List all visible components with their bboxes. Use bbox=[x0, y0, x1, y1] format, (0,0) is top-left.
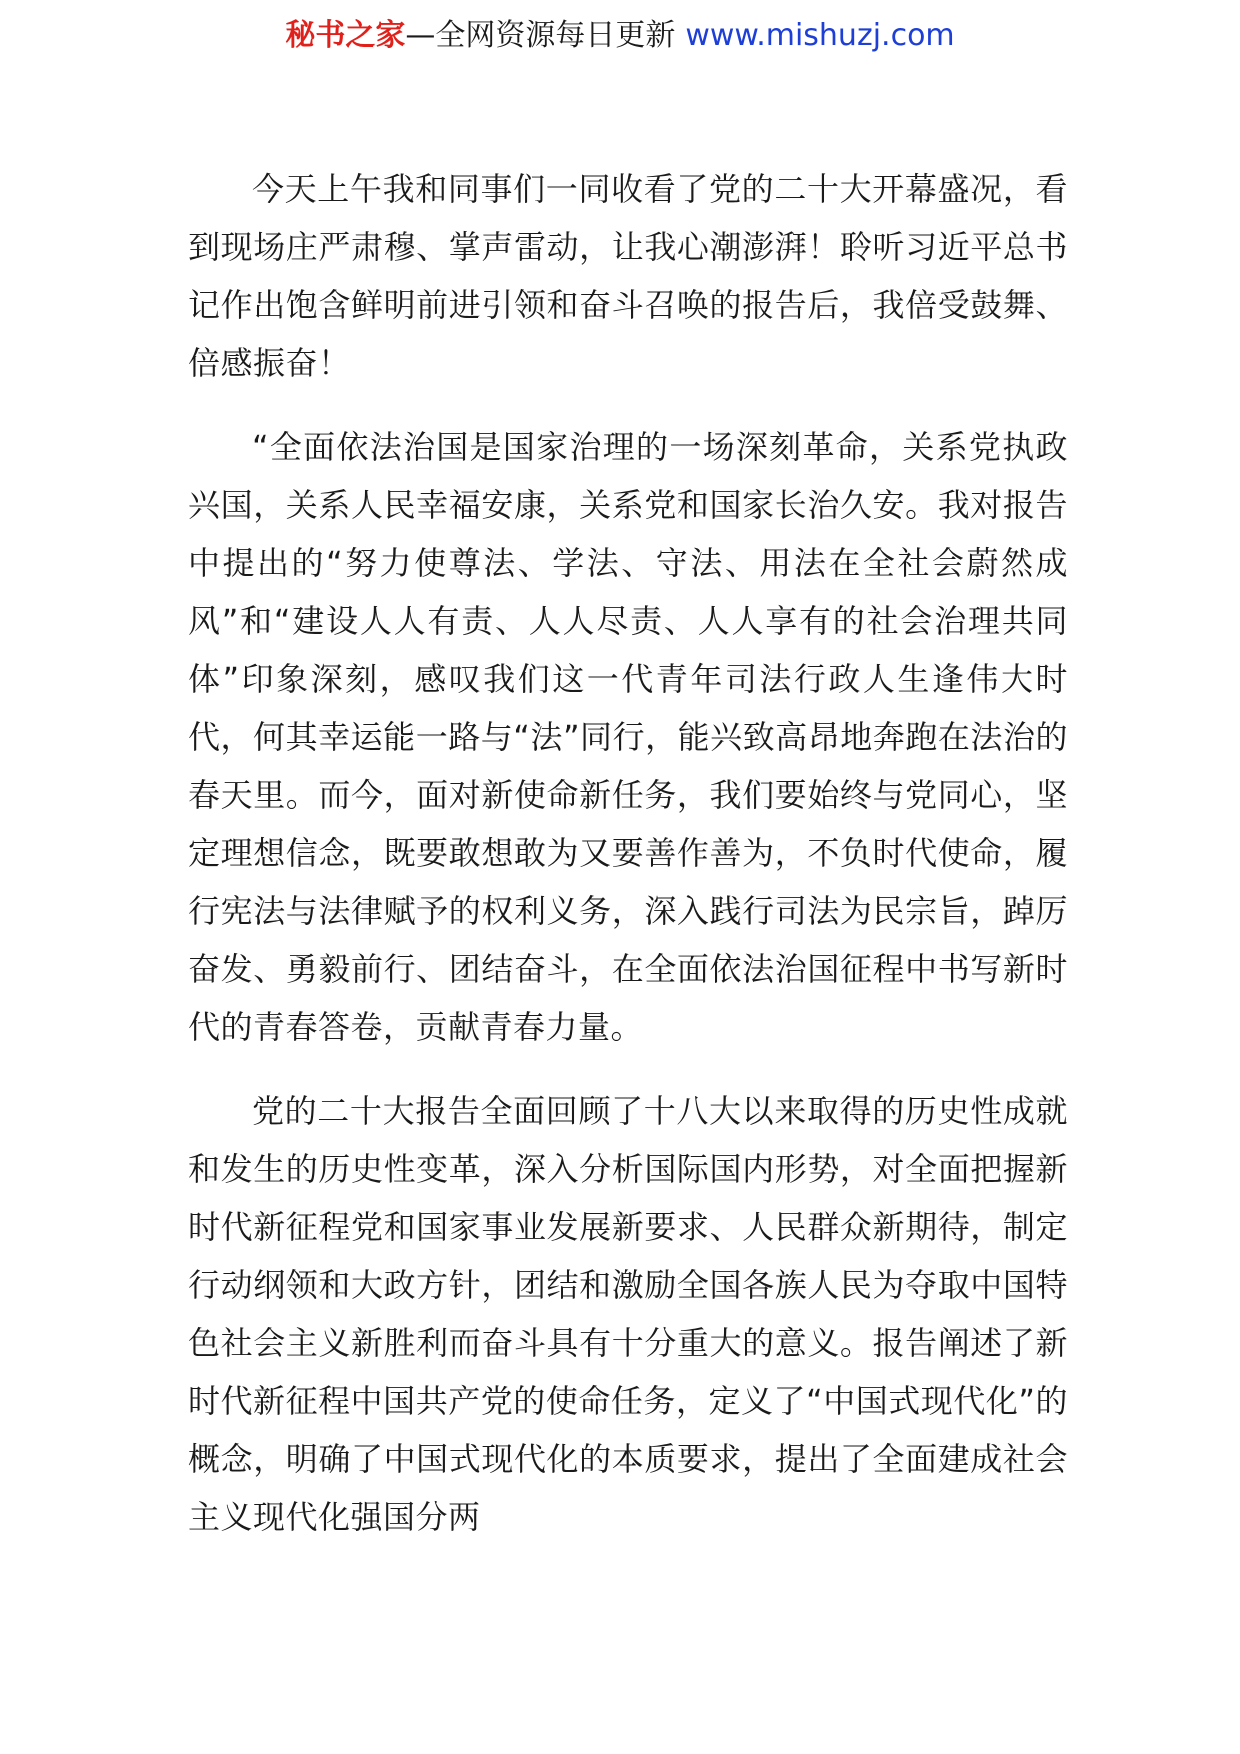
paragraph-1: 今天上午我和同事们一同收看了党的二十大开幕盛况，看到现场庄严肃穆、掌声雷动，让我心潮澎湃！聆听习近平总书记作出饱含鲜明前进引领和奋斗召唤的报告后，我倍受鼓舞、倍感振奋！ bbox=[188, 170, 1068, 382]
site-url-link[interactable]: www.mishuzj.com bbox=[685, 18, 955, 53]
document-body bbox=[188, 160, 1068, 1572]
site-tagline: —全网资源每日更新 bbox=[405, 18, 676, 53]
paragraph-2: “全面依法治国是国家治理的一场深刻革命，关系党执政兴国，关系人民幸福安康，关系党和国家长治久安。我对报告中提出的“努力使尊法、学法、守法、用法在全社会蔚然成风”和“建设人人有责、人人尽责、人人享有的社会治理共同体”印象深刻，感叹我们这一代青年司法行政人生逢伟大时代，何其幸运能一路与“法”同行，能兴致高昂地奔跑在法治的春天里。而今，面对新使命新任务，我们要始终与党同心，坚定理想信念，既要敢想敢为又要善作善为，不负时代使命，履行宪法与法律赋予的权利义务，深入践行司法为民宗旨，踔厉奋发、勇毅前行、团结奋斗，在全面依法治国征程中书写新时代的青春答卷，贡献青春力量。 bbox=[188, 428, 1068, 1046]
paragraph-3: 党的二十大报告全面回顾了十八大以来取得的历史性成就和发生的历史性变革，深入分析国际国内形势，对全面把握新时代新征程党和国家事业发展新要求、人民群众新期待，制定行动纲领和大政方针，团结和激励全国各族人民为夺取中国特色社会主义新胜利而奋斗具有十分重大的意义。报告阐述了新时代新征程中国共产党的使命任务，定义了“中国式现代化”的概念，明确了中国式现代化的本质要求，提出了全面建成社会主义现代化强国分两 bbox=[188, 1092, 1068, 1536]
page-header bbox=[0, 12, 1240, 60]
site-brand: 秘书之家 bbox=[285, 18, 406, 53]
